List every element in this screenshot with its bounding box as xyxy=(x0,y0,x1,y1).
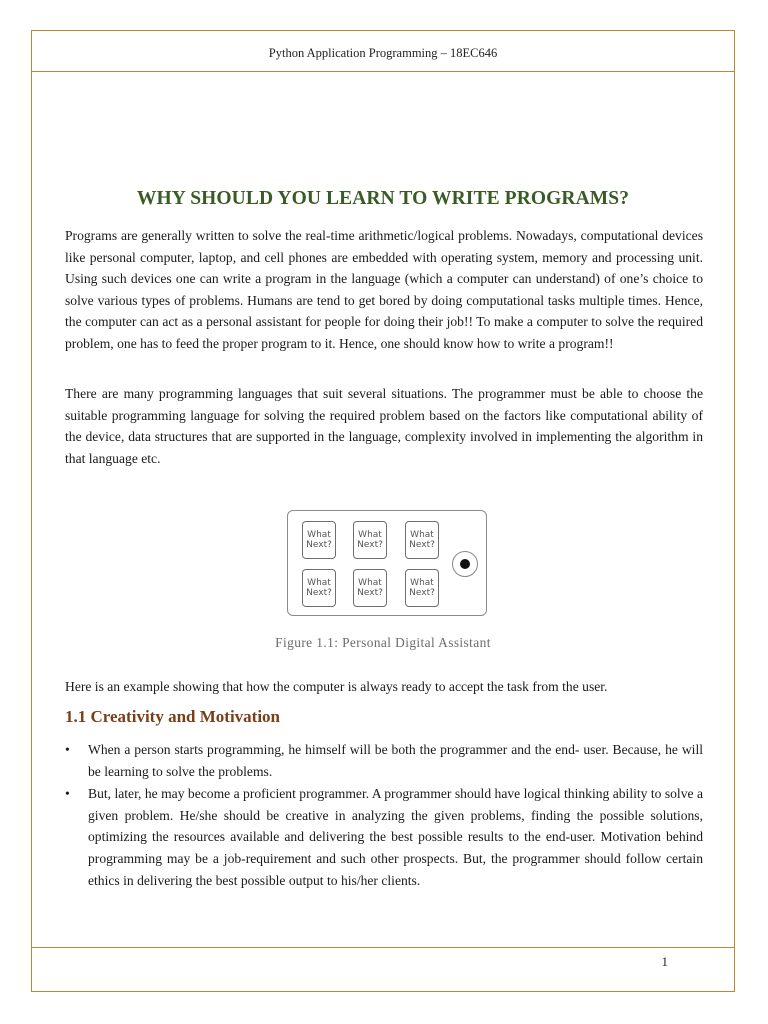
bullet-list xyxy=(65,739,703,892)
figure-caption: Figure 1.1: Personal Digital Assistant xyxy=(275,635,491,650)
pda-button-line1: What xyxy=(358,578,382,588)
pda-button-line1: What xyxy=(410,578,434,588)
pda-button-line2: Next? xyxy=(409,540,435,550)
pda-button xyxy=(353,569,387,607)
pda-button-line2: Next? xyxy=(357,588,383,598)
running-head: Python Application Programming – 18EC646 xyxy=(268,46,498,60)
pda-button xyxy=(302,521,336,559)
pda-button-line2: Next? xyxy=(357,540,383,550)
pda-knob-icon xyxy=(452,551,478,577)
paragraph-intro: Programs are generally written to solve the real-time arithmetic/logical problems. Nowadays, computational devices like personal computer, laptop, and cell phones are embedded with operating system, memory and processing unit. Using such devices one can write a program in the language (which a computer can understand) of one’s choice to solve various types of problems. Humans are tend to get bored by doing computational tasks multiple times. Hence, the computer can act as a personal assistant for people for doing their job!! To make a computer to solve the required problem, one has to feed the proper program to it. Hence, one should know how to write a program!! xyxy=(65,228,703,351)
footer-divider xyxy=(31,947,735,948)
pda-button-line1: What xyxy=(307,578,331,588)
list-item xyxy=(65,739,703,782)
paragraph-example: Here is an example showing that how the computer is always ready to accept the task from the user. xyxy=(65,679,608,694)
header-divider xyxy=(31,71,735,72)
bullet-icon: • xyxy=(65,786,70,802)
pda-button xyxy=(353,521,387,559)
pda-button xyxy=(405,569,439,607)
knob-dot xyxy=(460,559,470,569)
bullet-text: When a person starts programming, he himself will be both the programmer and the end- user. Because, he will be learning to solve the problems. xyxy=(88,742,703,779)
pda-button-line2: Next? xyxy=(306,588,332,598)
page-title: WHY SHOULD YOU LEARN TO WRITE PROGRAMS? xyxy=(136,188,630,209)
section-heading: 1.1 Creativity and Motivation xyxy=(65,707,281,726)
pda-button-line1: What xyxy=(358,530,382,540)
bullet-icon: • xyxy=(65,742,70,757)
pda-figure xyxy=(287,510,487,616)
list-item xyxy=(65,783,703,891)
pda-button-line2: Next? xyxy=(409,588,435,598)
page-number: 1 xyxy=(661,954,668,969)
pda-button-line1: What xyxy=(307,530,331,540)
pda-button xyxy=(302,569,336,607)
pda-button xyxy=(405,521,439,559)
pda-button-line2: Next? xyxy=(306,540,332,550)
bullet-text: But, later, he may become a proficient programmer. A programmer should have logical thinking ability to solve a given problem. He/she should be creative in analyzing the given problems, finding the possible solutions, optimizing the resources available and delivering the best possible results to the end-user. Motivation behind programming may be a job-requirement and such other prospects. But, the programmer should follow certain ethics in delivering the best possible output to his/her clients. xyxy=(88,786,703,888)
paragraph-languages: There are many programming languages that suit several situations. The programmer must be able to choose the suitable programming language for solving the required problem based on the factors like computational ability of the device, data structures that are supported in the language, complexity involved in implementing the algorithm in that language etc. xyxy=(65,386,703,466)
pda-button-line1: What xyxy=(410,530,434,540)
